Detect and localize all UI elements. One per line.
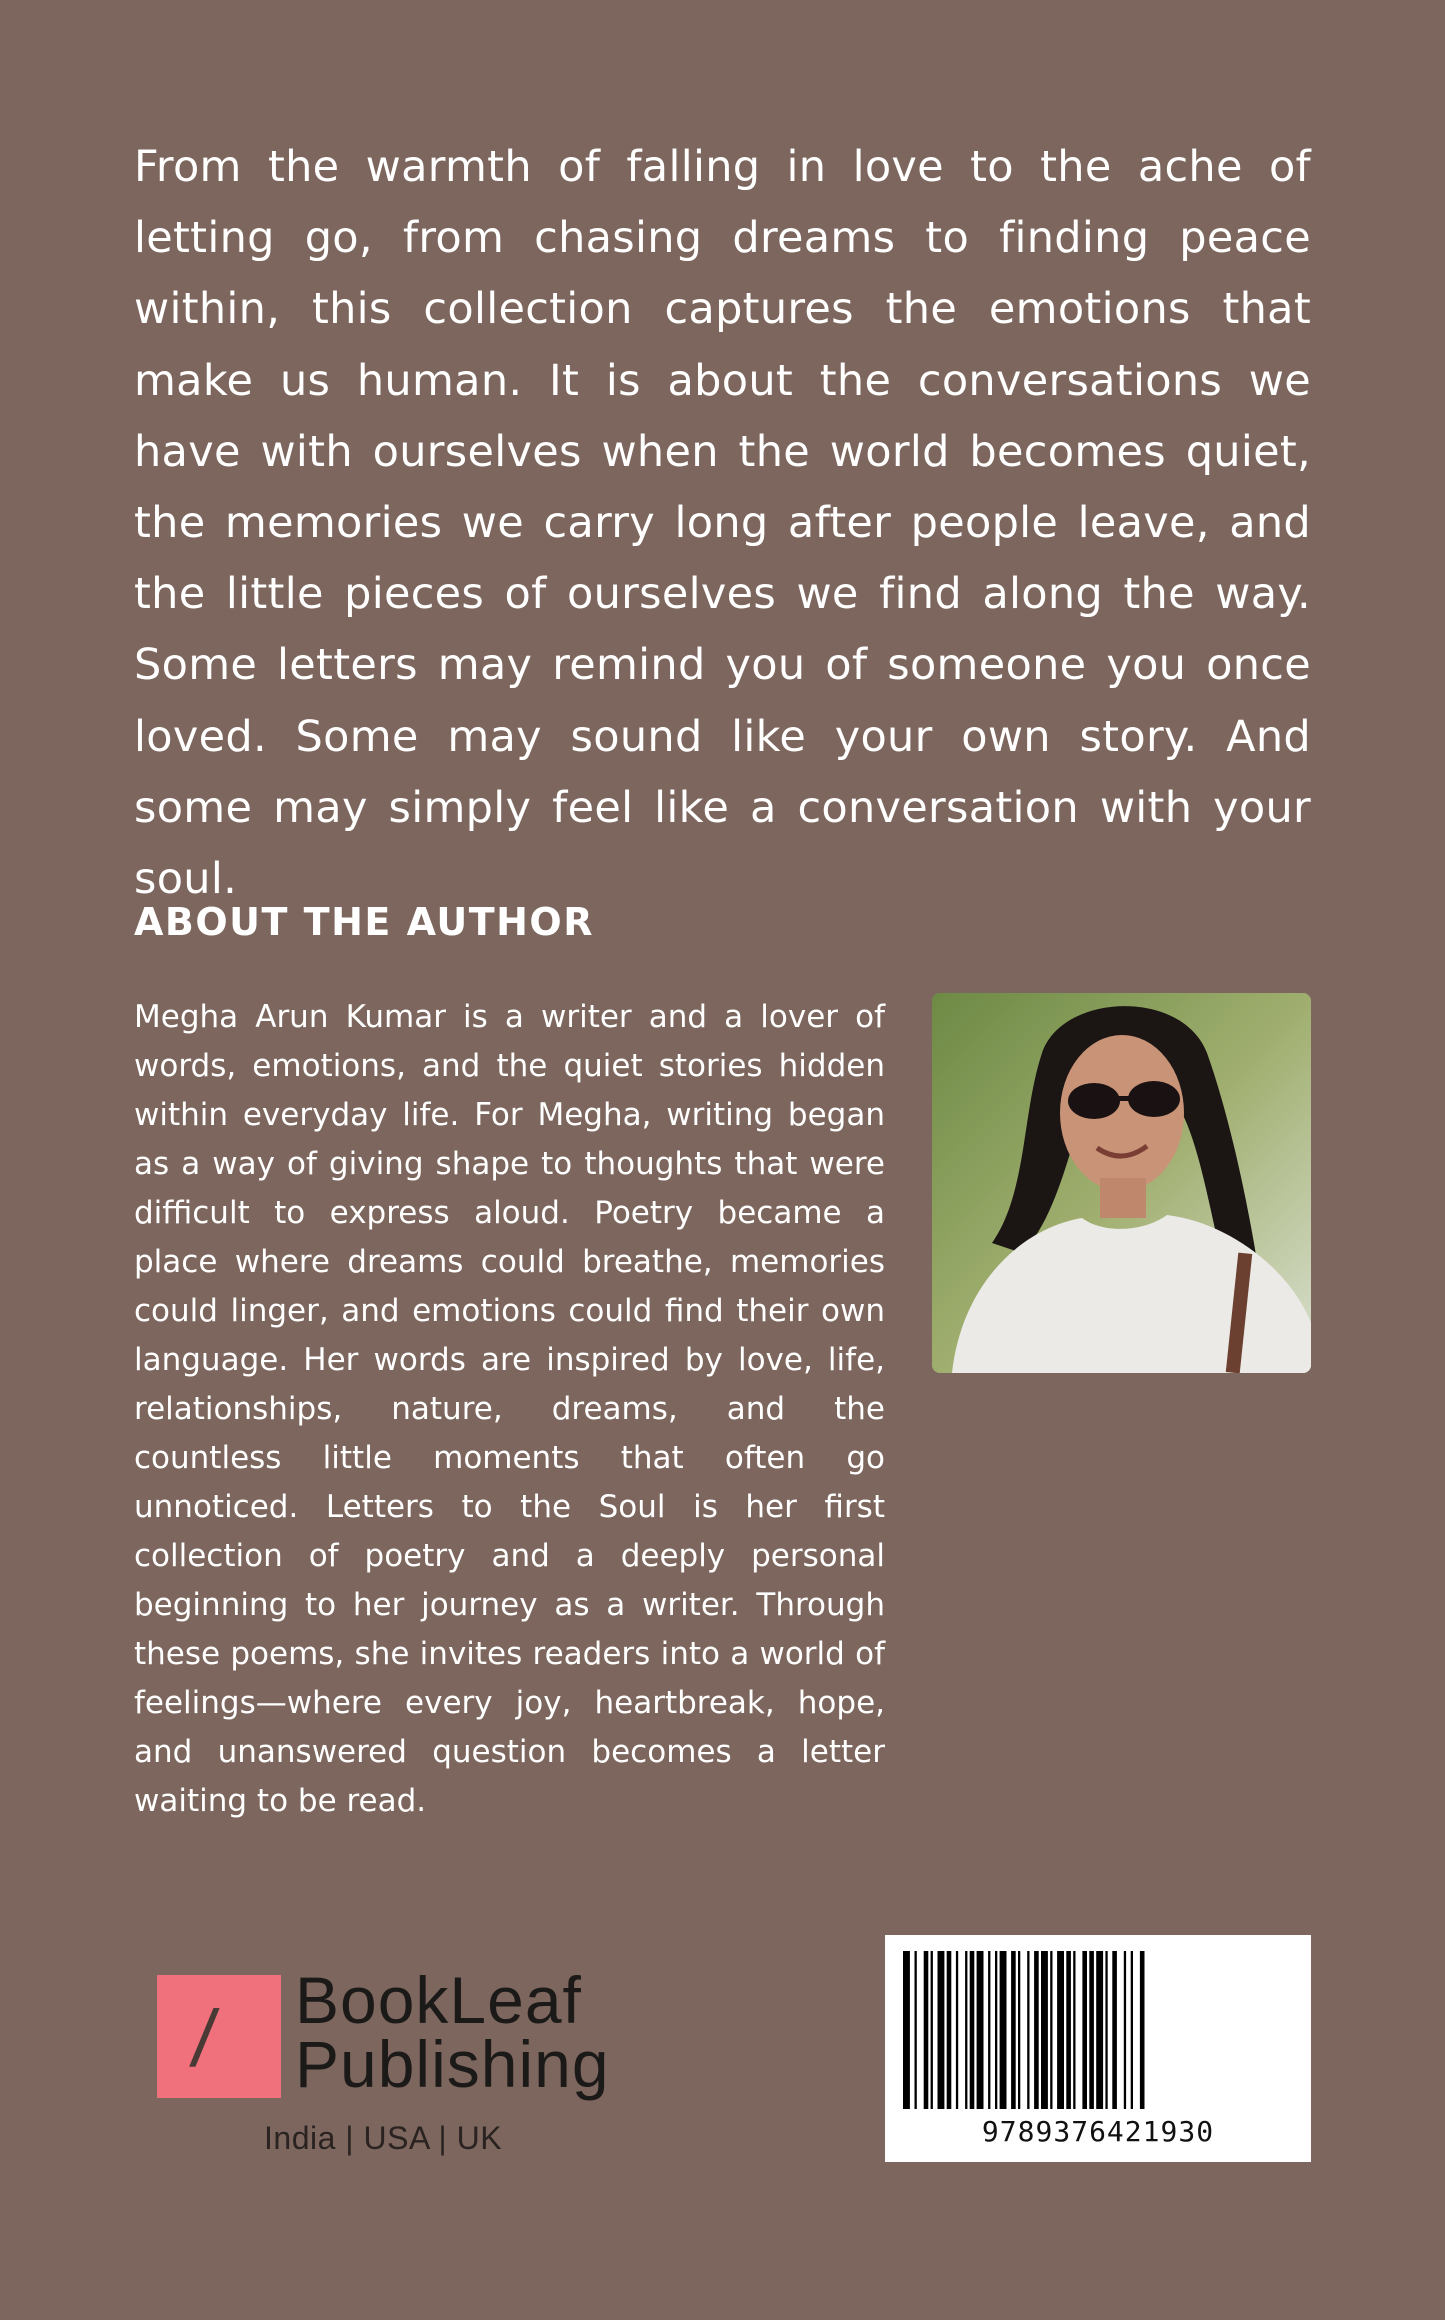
barcode-bar <box>956 1951 958 2109</box>
author-photo <box>932 993 1311 1373</box>
publisher-regions: India | USA | UK <box>264 2120 503 2156</box>
barcode-bar <box>965 1951 967 2109</box>
barcode-bar <box>938 1951 945 2109</box>
isbn-number: 9789376421930 <box>981 2115 1215 2148</box>
barcode-bar <box>1018 1951 1020 2109</box>
back-cover-blurb: From the warmth of falling in love to the ache of letting go, from chasing dreams to finding peace within, this collection captures the emotions that make us human. It is about the conversations we have with ourselves when the world becomes quiet, the memories we carry long after people leave, and the little pieces of ourselves we find along the way. Some letters may remind you of someone you once loved. Some may sound like your own story. And some may simply feel like a conversation with your soul. <box>134 142 1311 905</box>
barcode-bar <box>1034 1951 1039 2109</box>
barcode-bar <box>1000 1951 1007 2109</box>
barcode-bar <box>1096 1951 1103 2109</box>
barcode-bar <box>903 1951 910 2109</box>
publisher-name-line2: Publishing <box>295 2027 610 2101</box>
about-author-heading: ABOUT THE AUTHOR <box>134 900 594 944</box>
barcode-bar <box>931 1951 933 2109</box>
barcode-bar <box>988 1951 990 2109</box>
barcode-bar <box>915 1951 917 2109</box>
publisher-logo-mark <box>157 1975 281 2098</box>
barcode-bar <box>947 1951 952 2109</box>
slash-icon: / <box>186 1994 222 2083</box>
barcode-bar <box>1140 1951 1145 2109</box>
barcode-bar <box>1112 1951 1117 2109</box>
barcode-bar <box>1057 1951 1064 2109</box>
barcode-bars <box>901 1951 1295 2109</box>
barcode-bar <box>1082 1951 1087 2109</box>
barcode-bar <box>924 1951 929 2109</box>
barcode-bar <box>1131 1951 1133 2109</box>
author-bio: Megha Arun Kumar is a writer and a lover of words, emotions, and the quiet stories hidden within everyday life. For Megha, writing began as a way of giving shape to thoughts that were difficult to express aloud. Poetry became a place where dreams could breathe, memories could linger, and emotions could find their own language. Her words are inspired by love, life, relationships, nature, dreams, and the countless little moments that often go unnoticed. Letters to the Soul is her first collection of poetry and a deeply personal beginning to her journey as a writer. Through these poems, she invites readers into a world of feelings—where every joy, heartbreak, hope, and unanswered question becomes a letter waiting to be read. <box>134 999 885 1819</box>
barcode-bar <box>1027 1951 1029 2109</box>
barcode-bar <box>977 1951 984 2109</box>
publisher-logo <box>157 1963 617 2170</box>
barcode-bar <box>1011 1951 1016 2109</box>
barcode-bar <box>1105 1951 1107 2109</box>
barcode-bar <box>1073 1951 1075 2109</box>
barcode-bar <box>1089 1951 1094 2109</box>
barcode-bar <box>970 1951 975 2109</box>
publisher-name-line1: BookLeaf <box>295 1963 582 2037</box>
barcode-bar <box>1066 1951 1071 2109</box>
barcode-bar <box>1124 1951 1126 2109</box>
barcode-bar <box>995 1951 997 2109</box>
barcode-bar <box>1050 1951 1052 2109</box>
isbn-barcode <box>885 1935 1311 2162</box>
barcode-bar <box>1041 1951 1048 2109</box>
